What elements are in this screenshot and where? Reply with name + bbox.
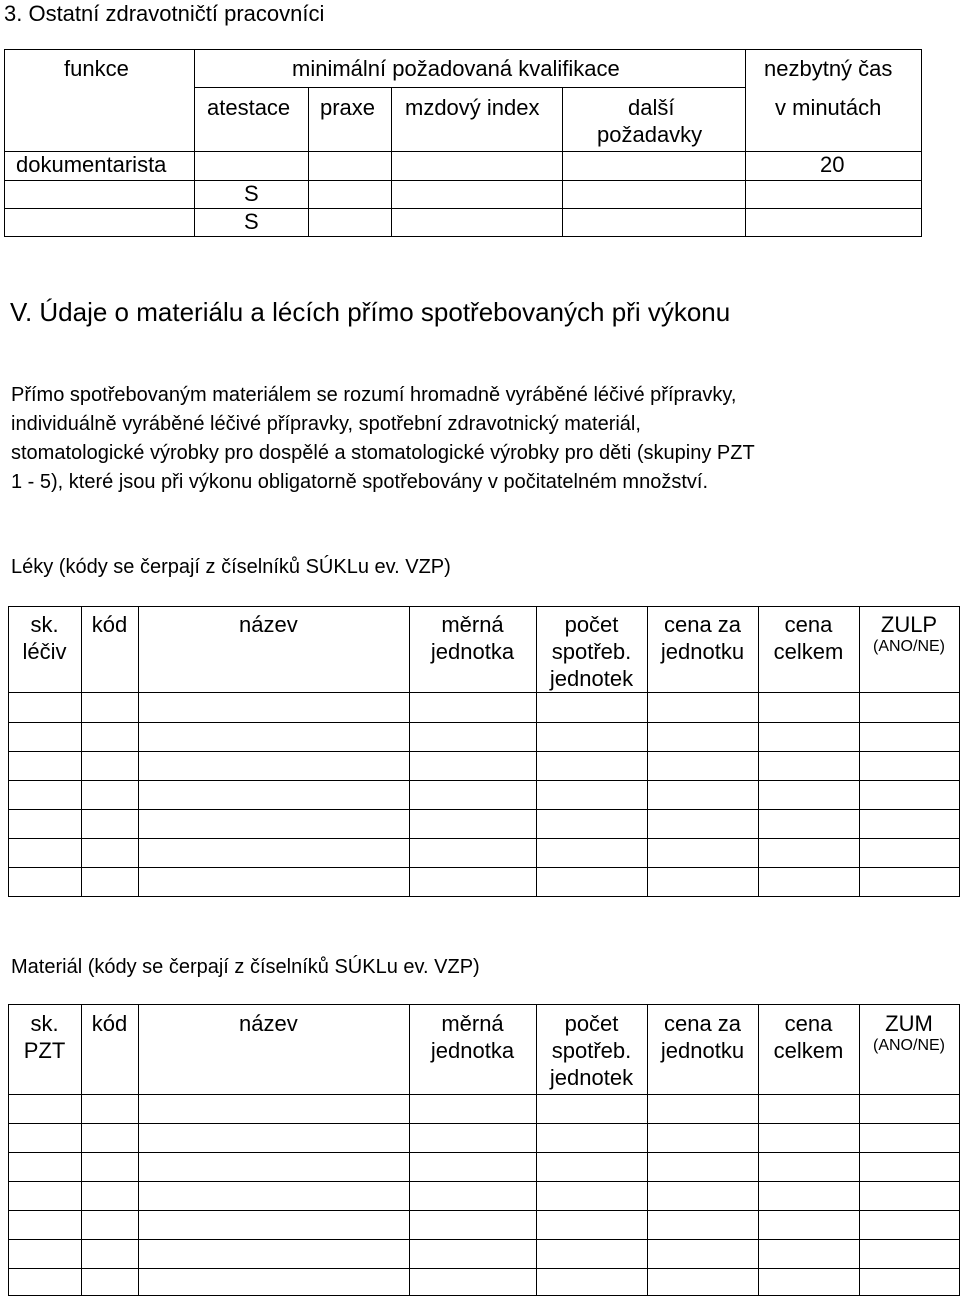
col-merna-sub: jednotka: [430, 1038, 515, 1063]
header-v-minutach: v minutách: [775, 95, 882, 120]
col-nazev: název: [239, 612, 298, 637]
row-mark: S: [244, 209, 259, 234]
col-cena-celkem: cena: [784, 1011, 833, 1036]
section5-heading: V. Údaje o materiálu a lécích přímo spotřebovaných při výkonu: [10, 297, 731, 327]
col-cena-za: cena za: [663, 1011, 742, 1036]
col-cena-celkem: cena: [784, 612, 833, 637]
col-merna: měrná: [441, 612, 504, 637]
col-sk-sub: PZT: [23, 1038, 66, 1063]
paragraph-line: 1 - 5), které jsou při výkonu obligatorně spotřebovány v počitatelném množství.: [11, 471, 709, 493]
col-cena-celkem-sub: celkem: [773, 1038, 844, 1063]
header-kvalifikace: minimální požadovaná kvalifikace: [292, 56, 620, 81]
header-praxe: praxe: [320, 95, 376, 120]
row-funkce: dokumentarista: [16, 152, 167, 177]
col-pocet-sub: spotřeb.: [551, 639, 632, 664]
col-pocet-sub: spotřeb.: [551, 1038, 632, 1063]
col-cena-za: cena za: [663, 612, 742, 637]
col-pocet: počet: [564, 612, 619, 637]
col-merna-sub: jednotka: [430, 639, 515, 664]
col-cena-za-sub: jednotku: [660, 1038, 745, 1063]
col-pocet: počet: [564, 1011, 619, 1036]
paragraph-line: Přímo spotřebovaným materiálem se rozumí hromadně vyráběné léčivé přípravky,: [11, 384, 737, 406]
row-mark: S: [244, 181, 259, 206]
col-kod: kód: [91, 612, 128, 637]
col-sk-sub: léčiv: [22, 639, 67, 664]
section3-heading: 3. Ostatní zdravotničtí pracovníci: [4, 1, 325, 26]
col-zum-sub: (ANO/NE): [873, 1037, 945, 1054]
header-mzdovy-index: mzdový index: [405, 95, 540, 120]
col-pocet-sub2: jednotek: [549, 666, 634, 691]
col-merna: měrná: [441, 1011, 504, 1036]
header-pozadavky: požadavky: [597, 122, 703, 147]
col-zulp-sub: (ANO/NE): [873, 638, 945, 655]
col-cena-za-sub: jednotku: [660, 639, 745, 664]
leky-title: Léky (kódy se čerpají z číselníků SÚKLu ev. VZP): [11, 556, 451, 578]
col-zum: ZUM: [885, 1011, 933, 1036]
header-dalsi: další: [628, 95, 675, 120]
material-title: Materiál (kódy se čerpají z číselníků SÚKLu ev. VZP): [11, 956, 480, 978]
col-kod: kód: [91, 1011, 128, 1036]
col-cena-celkem-sub: celkem: [773, 639, 844, 664]
paragraph-line: individuálně vyráběné léčivé přípravky, spotřební zdravotnický materiál,: [11, 413, 641, 435]
col-nazev: název: [239, 1011, 298, 1036]
col-sk: sk.: [30, 1011, 59, 1036]
header-atestace: atestace: [207, 95, 291, 120]
row-cas: 20: [820, 152, 845, 177]
col-sk: sk.: [30, 612, 59, 637]
col-zulp: ZULP: [880, 612, 938, 637]
header-funkce: funkce: [64, 56, 129, 81]
paragraph-line: stomatologické výrobky pro dospělé a stomatologické výrobky pro děti (skupiny PZT: [11, 442, 755, 464]
header-nezbytny-cas: nezbytný čas: [764, 56, 893, 81]
col-pocet-sub2: jednotek: [549, 1065, 634, 1090]
